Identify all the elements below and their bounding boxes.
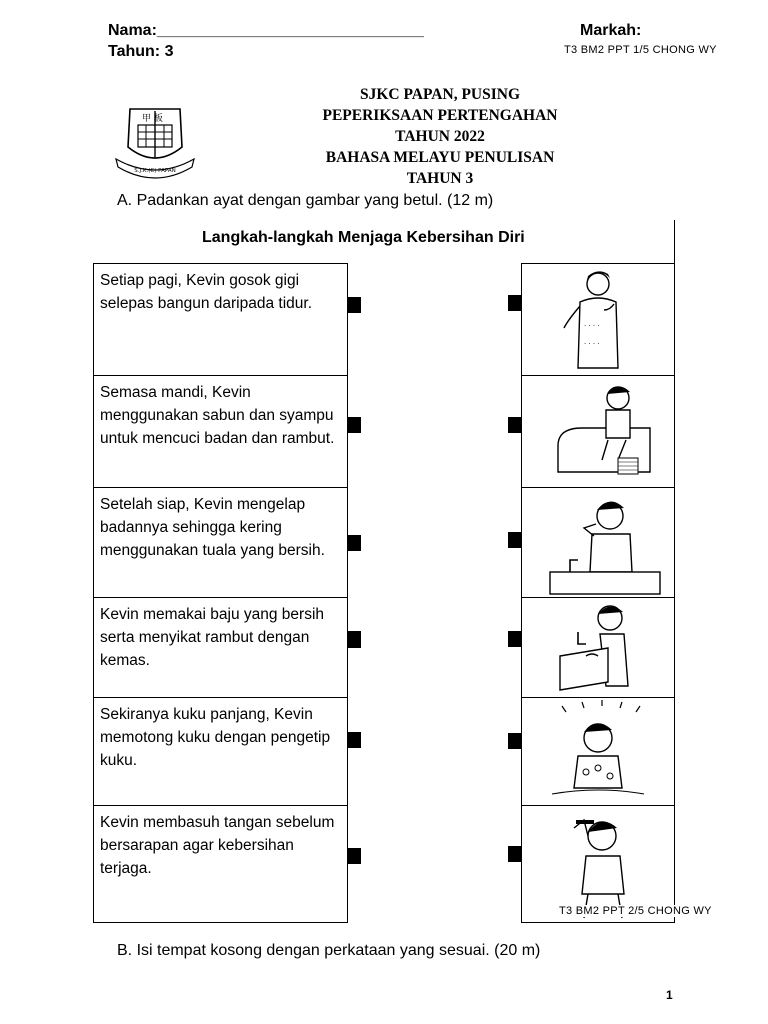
marks-label: Markah: [580,22,642,39]
sentence-box-4: Kevin memakai baju yang bersih serta menyikat rambut dengan kemas. [93,597,348,698]
match-dot-left-2[interactable] [348,417,361,433]
match-dot-left-5[interactable] [348,732,361,748]
svg-text:. . . .: . . . . [584,320,600,328]
boy-drying-with-towel-picture [522,264,674,375]
subject-title: BAHASA MELAYU PENULISAN [325,149,555,166]
boy-brushing-teeth-picture [522,488,674,597]
match-dot-right-4[interactable] [508,631,521,647]
logo-caption: S.J.K.(C) PAPAN [134,168,176,174]
name-field [108,22,424,40]
svg-text:. . . .: . . . . [584,338,600,346]
picture-box-4 [521,597,675,698]
match-dot-right-5[interactable] [508,733,521,749]
class-year: TAHUN 3 [406,170,474,187]
sentence-box-6: Kevin membasuh tangan sebelum bersarapan agar kebersihan terjaga. [93,805,348,923]
match-dot-left-6[interactable] [348,848,361,864]
match-dot-right-6[interactable] [508,846,521,862]
section-b-instruction: B. Isi tempat kosong dengan perkataan yang sesuai. (20 m) [117,942,541,959]
sentence-box-2: Semasa mandi, Kevin menggunakan sabun dan syampu untuk mencuci badan dan rambut. [93,375,348,488]
school-name: SJKC PAPAN, PUSING [359,86,521,103]
boy-washing-hands-picture [522,598,674,697]
section-a-instruction: A. Padankan ayat dengan gambar yang betul. (12 m) [117,192,494,209]
sentence-box-3: Setelah siap, Kevin mengelap badannya sehingga kering menggunakan tuala yang bersih. [93,487,348,598]
table-title: Langkah-langkah Menjaga Kebersihan Diri [202,229,525,246]
page-code-bottom: T3 BM2 PPT 2/5 CHONG WY [556,905,715,917]
sentence-box-5: Sekiranya kuku panjang, Kevin memotong kuku dengan pengetip kuku. [93,697,348,806]
boy-bathing-with-soap-picture [522,698,674,805]
school-logo [112,103,198,183]
match-dot-right-3[interactable] [508,532,521,548]
match-dot-right-2[interactable] [508,417,521,433]
match-dot-left-3[interactable] [348,535,361,551]
exam-year: TAHUN 2022 [395,128,485,145]
name-label: Nama: [108,22,157,39]
year-label: Tahun: 3 [108,43,174,60]
exam-title: PEPERIKSAAN PERTENGAHAN [322,107,558,124]
picture-box-1 [521,263,675,376]
page-code-top: T3 BM2 PPT 1/5 CHONG WY [564,44,717,56]
boy-cutting-nails-picture [522,376,674,487]
picture-box-5 [521,697,675,806]
school-heading [260,84,620,189]
logo-chars: 甲 板 [142,114,163,124]
picture-box-2 [521,375,675,488]
match-dot-right-1[interactable] [508,295,521,311]
sentence-box-1: Setiap pagi, Kevin gosok gigi selepas bangun daripada tidur. [93,263,348,376]
picture-box-3 [521,487,675,598]
name-line: ______________________________ [156,22,424,39]
table-border-line [674,220,675,264]
match-dot-left-4[interactable] [348,631,361,648]
page-number: 1 [666,988,673,1002]
match-dot-left-1[interactable] [348,297,361,313]
